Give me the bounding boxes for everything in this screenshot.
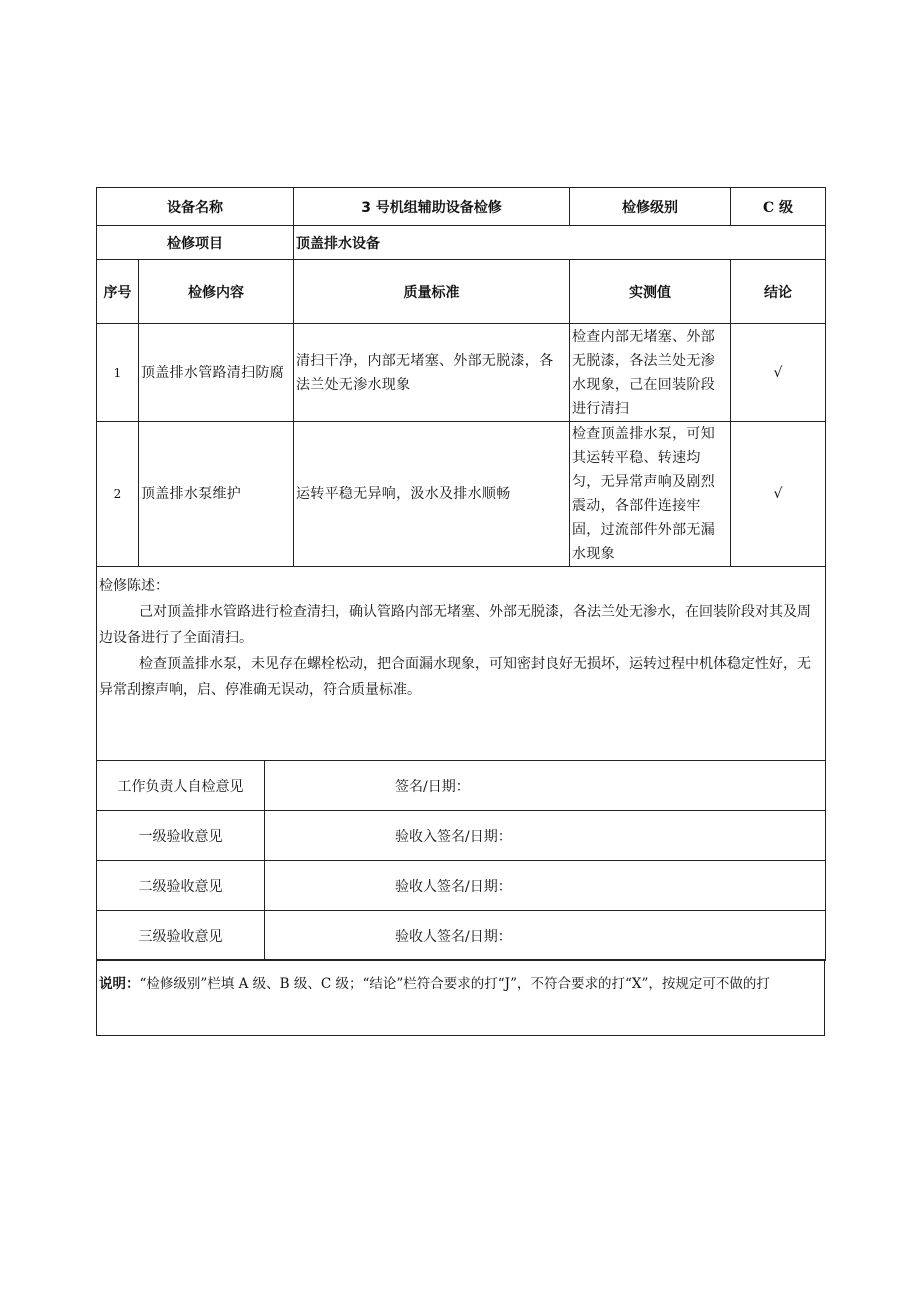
row-measured: 检查内部无堵塞、外部无脱漆，各法兰处无渗水现象，己在回装阶段进行清扫 [570,324,731,422]
header-row-device [97,188,826,226]
table-row [97,324,826,422]
note-row [97,960,825,1036]
row-standard: 运转平稳无异响，汲水及排水顺畅 [294,422,570,567]
signature-row [97,811,826,861]
signature-label: 工作负责人自检意见 [97,761,265,811]
note-table [96,959,825,1036]
signature-row [97,911,826,961]
signature-label: 二级验收意见 [97,861,265,911]
row-content: 顶盖排水泵维护 [139,422,294,567]
signature-value[interactable]: 验收人签名/日期： [265,861,826,911]
description-label: 检修陈述： [99,578,169,594]
project-value: 顶盖排水设备 [294,226,826,260]
maintenance-level-value: C 级 [731,188,826,226]
description-paragraph: 检查顶盖排水泵，未见存在螺栓松动，把合面漏水现象，可知密封良好无损坏，运转过程中机体稳定性好，无异常刮擦声响，启、停准确无误动，符合质量标准。 [99,656,811,698]
row-index: 1 [97,324,139,422]
maintenance-level-label: 检修级别 [570,188,731,226]
signature-value[interactable]: 签名/日期： [265,761,826,811]
description-paragraph: 己对顶盖排水管路进行检查清扫，确认管路内部无堵塞、外部无脱漆，各法兰处无渗水，在回装阶段对其及周边设备进行了全面清扫。 [99,604,811,646]
row-conclusion: √ [731,422,826,567]
row-conclusion: √ [731,324,826,422]
inspection-table [96,187,826,761]
signature-value[interactable]: 验收入签名/日期： [265,811,826,861]
description-row [97,567,826,761]
signature-label: 三级验收意见 [97,911,265,961]
note-text: “检修级别”栏填 A 级、B 级、C 级；“结论”栏符合要求的打“J”，不符合要求的打“X”，按规定可不做的打 [139,976,770,992]
signature-table [96,760,826,961]
row-content: 顶盖排水管路清扫防腐 [139,324,294,422]
column-measured: 实测值 [570,260,731,324]
signature-label: 一级验收意见 [97,811,265,861]
row-index: 2 [97,422,139,567]
device-name-value: 3 号机组辅助设备检修 [294,188,570,226]
row-standard: 清扫干净，内部无堵塞、外部无脱漆，各法兰处无渗水现象 [294,324,570,422]
column-index: 序号 [97,260,139,324]
project-label: 检修项目 [97,226,294,260]
signature-row [97,861,826,911]
signature-value[interactable]: 验收人签名/日期： [265,911,826,961]
column-conclusion: 结论 [731,260,826,324]
note-cell [97,960,825,1036]
row-measured: 检查顶盖排水泵，可知其运转平稳、转速均匀，无异常声响及剧烈震动，各部件连接牢固，过流部件外部无漏水现象 [570,422,731,567]
note-label: 说明： [99,976,140,992]
table-row [97,422,826,567]
device-name-label: 设备名称 [97,188,294,226]
signature-row [97,761,826,811]
column-content: 检修内容 [139,260,294,324]
column-header-row [97,260,826,324]
description-cell [97,567,826,761]
column-standard: 质量标准 [294,260,570,324]
header-row-project [97,226,826,260]
